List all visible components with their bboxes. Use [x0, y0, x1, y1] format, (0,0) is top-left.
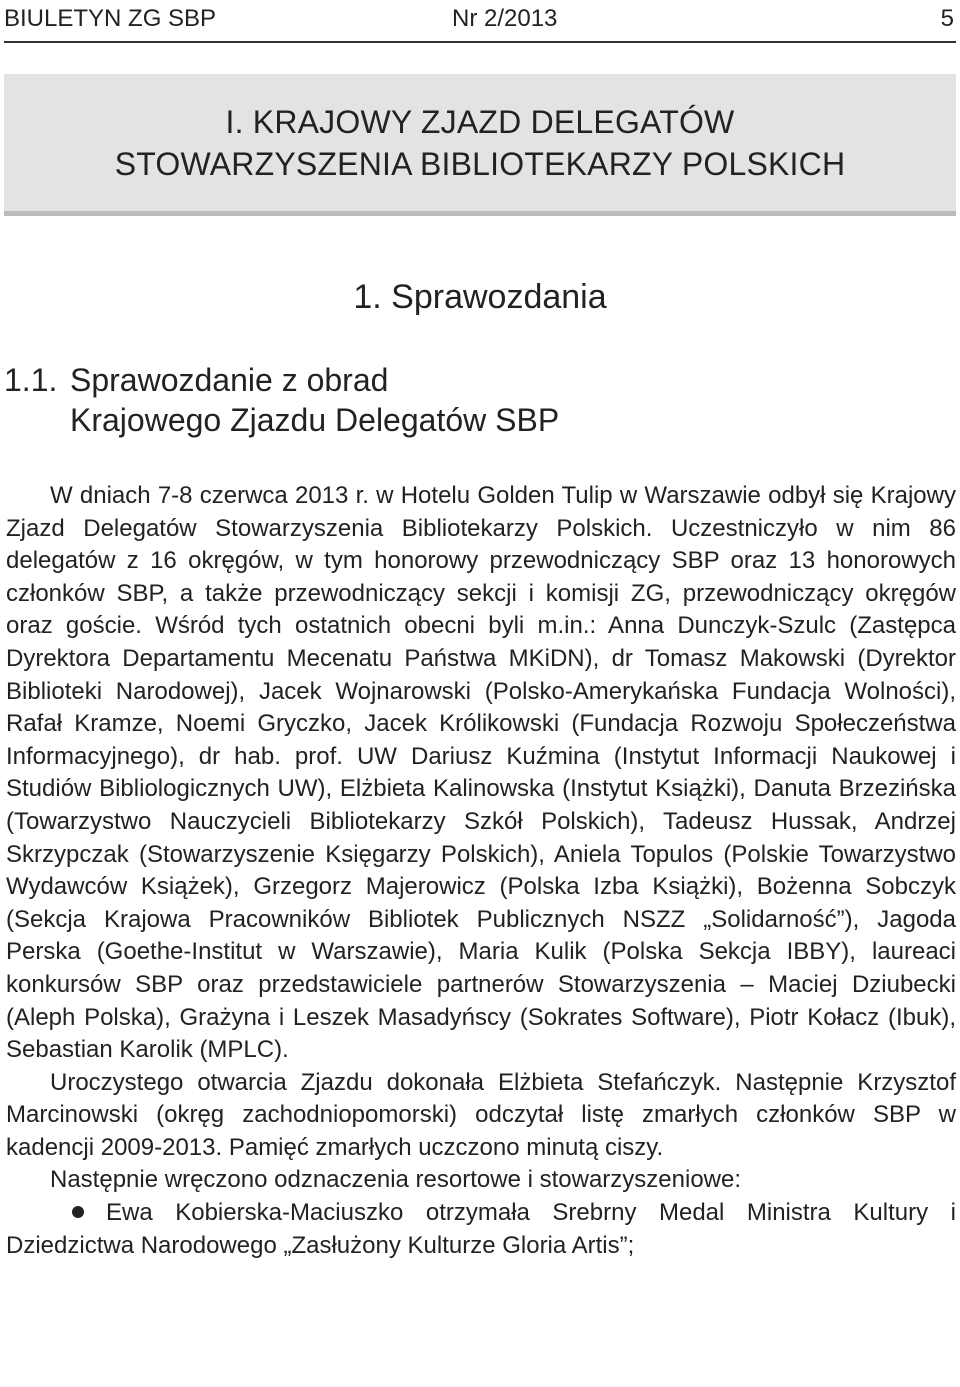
bullet-icon	[72, 1206, 84, 1218]
article-body	[6, 480, 956, 1262]
paragraph: Uroczystego otwarcia Zjazdu dokonała Elżbieta Stefańczyk. Następnie Krzysztof Marcinowski (okręg zachodniopomorski) odczytał listę zmarłych członków SBP w kadencji 2009-2013. Pamięć zmarłych uczczono minutą ciszy.	[6, 1068, 956, 1161]
banner-title-line-1: I. KRAJOWY ZJAZD DELEGATÓW	[225, 104, 735, 140]
chapter-banner	[4, 74, 956, 216]
paragraph: W dniach 7-8 czerwca 2013 r. w Hotelu Golden Tulip w Warszawie odbył się Krajowy Zjazd Delegatów Stowarzyszenia Bibliotekarzy Polskich. Uczestniczyło w nim 86 delegatów z 16 okręgów, w tym honorowy przewodniczący SBP oraz 13 honorowych członków SBP, a także przewodniczący sekcji i komisji ZG, przewodniczący okręgów oraz goście. Wśród tych ostatnich obecni byli m.in.: Anna Dunczyk-Szulc (Zastępca Dyrektora Departamentu Mecenatu Państwa MKiDN), dr Tomasz Makowski (Dyrektor Biblioteki Narodowej), Jacek Wojnarowski (Polsko-Amerykańska Fundacja Wolności), Rafał Kramze, Noemi Gryczko, Jacek Królikowski (Fundacja Rozwoju Społeczeństwa Informacyjnego), dr hab. prof. UW Dariusz Kuźmina (Instytut Informacji Naukowej i Studiów Bibliologicznych UW), Elżbieta Kalinowska (Instytut Książki), Danuta Brzezińska (Towarzystwo Nauczycieli Bibliotekarzy Szkół Polskich), Tadeusz Hussak, Andrzej Skrzypczak (Stowarzyszenie Księgarzy Polskich), Aniela Topulos (Polskie Towarzystwo Wydawców Książek), Grzegorz Majerowicz (Polska Izba Książki), Bożenna Sobczyk (Sekcja Krajowa Pracowników Bibliotek Publicznych NSZZ „Solidarność”), Jagoda Perska (Goethe-Institut w Warszawie), Maria Kulik (Polska Sekcja IBBY), laureaci konkursów SBP oraz przedstawiciele partnerów Stowarzyszenia – Maciej Dziubecki (Aleph Polska), Grażyna i Leszek Masadyńscy (Sokrates Software), Piotr Kołacz (Ibuk), Sebastian Karolik (MPLC).	[6, 482, 956, 1064]
list-item-text: Ewa Kobierska-Maciuszko otrzymała Srebrny Medal Ministra Kultury i Dziedzictwa Narodowego „Zasłużony Kulturze Gloria Artis”;	[6, 1199, 956, 1259]
section-heading: 1. Sprawozdania	[353, 278, 607, 316]
issue-number: Nr 2/2013	[452, 5, 558, 32]
subsection-title-line-2: Krajowego Zjazdu Delegatów SBP	[70, 402, 560, 438]
running-header	[0, 0, 960, 44]
banner-title-line-2: STOWARZYSZENIA BIBLIOTEKARZY POLSKICH	[114, 146, 846, 182]
list-item	[6, 1197, 956, 1262]
header-divider	[4, 41, 956, 43]
subsection-title-line-1	[4, 360, 559, 400]
paragraph: Następnie wręczono odznaczenia resortowe i stowarzyszeniowe:	[50, 1166, 742, 1194]
page-number: 5	[940, 5, 954, 32]
publication-title: BIULETYN ZG SBP	[4, 5, 217, 32]
subsection-title-text: Sprawozdanie z obrad	[70, 362, 389, 398]
subsection-number: 1.1.	[4, 362, 58, 398]
subsection-heading	[4, 360, 559, 440]
